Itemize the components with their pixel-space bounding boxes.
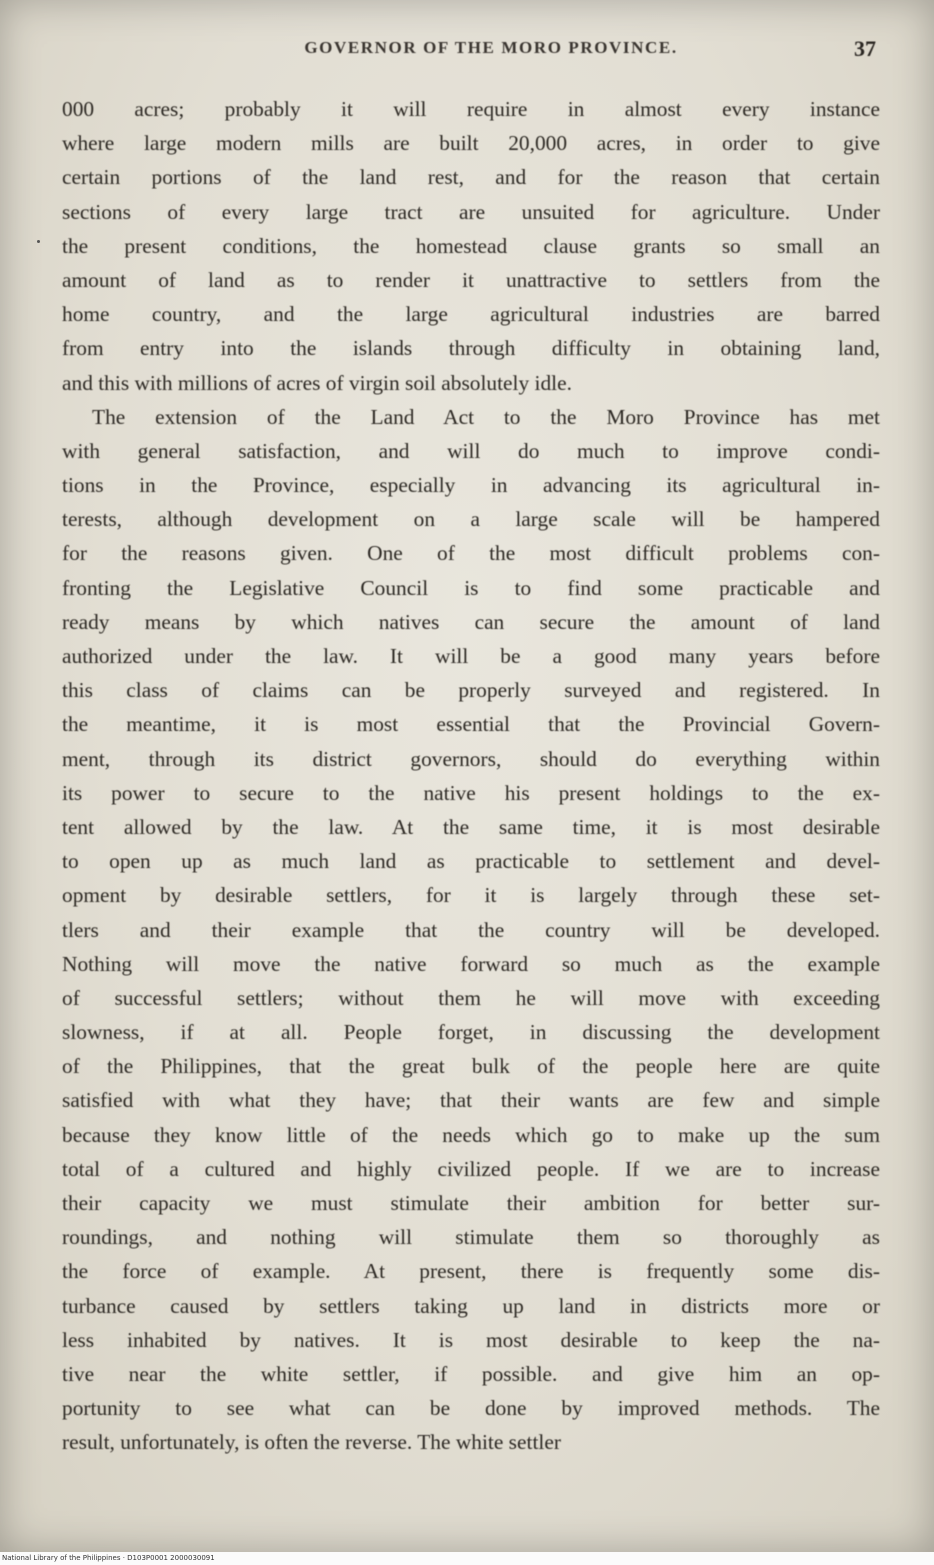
text-line: fronting the Legislative Council is to find some practicable and xyxy=(62,575,880,600)
text-line: 000 acres; probably it will require in almost every instance xyxy=(62,97,880,121)
page-header xyxy=(60,36,882,70)
text-line: roundings, and nothing will stimulate them so thoroughly as xyxy=(62,1225,880,1250)
text-line: the force of example. At present, there is frequently some dis- xyxy=(62,1259,880,1284)
footer-bar xyxy=(0,1552,934,1565)
scan-speck xyxy=(37,240,40,243)
text-line: their capacity we must stimulate their ambition for better sur- xyxy=(62,1191,880,1215)
text-line: the present conditions, the homestead clause grants so small an xyxy=(62,233,880,258)
text-line: of successful settlers; without them he will move with exceeding xyxy=(62,985,880,1010)
text-line: tive near the white settler, if possible. and give him an op- xyxy=(62,1361,880,1386)
text-line: this class of claims can be properly surveyed and registered. In xyxy=(62,678,880,703)
text-line: sections of every large tract are unsuited for agriculture. Under xyxy=(62,199,880,224)
text-line: tions in the Province, especially in advancing its agricultural in- xyxy=(62,473,880,498)
text-line: terests, although development on a large scale will be hampered xyxy=(62,507,880,532)
text-line: opment by desirable settlers, for it is largely through these set- xyxy=(62,883,880,908)
text-line: Nothing will move the native forward so much as the example xyxy=(62,951,880,976)
text-line: from entry into the islands through difficulty in obtaining land, xyxy=(62,336,880,361)
text-line: with general satisfaction, and will do much to improve condi- xyxy=(62,438,880,463)
page-number: 37 xyxy=(854,36,876,61)
text-line: authorized under the law. It will be a good many years before xyxy=(62,644,880,668)
text-line: total of a cultured and highly civilized people. If we are to increase xyxy=(62,1156,880,1181)
text-line: portunity to see what can be done by improved methods. The xyxy=(62,1396,880,1421)
text-line: tent allowed by the law. At the same time, it is most desirable xyxy=(62,814,880,839)
text-line: home country, and the large agricultural industries are barred xyxy=(62,302,880,327)
text-line: the meantime, it is most essential that the Provincial Govern- xyxy=(62,712,880,737)
text-line: its power to secure to the native his present holdings to the ex- xyxy=(62,780,880,805)
body-text xyxy=(62,92,880,1460)
text-line: The extension of the Land Act to the Moro Province has met xyxy=(92,404,880,429)
text-line: ment, through its district governors, should do everything within xyxy=(62,746,880,771)
text-line: turbance caused by settlers taking up land in districts more or xyxy=(62,1293,880,1318)
text-line: result, unfortunately, is often the reverse. The white settler xyxy=(62,1430,561,1455)
text-line: satisfied with what they have; that their wants are few and simple xyxy=(62,1088,880,1113)
running-head: GOVERNOR OF THE MORO PROVINCE. xyxy=(304,38,678,57)
text-line: of the Philippines, that the great bulk of the people here are quite xyxy=(62,1054,880,1079)
text-line: tlers and their example that the country will be developed. xyxy=(62,917,880,942)
text-line: ready means by which natives can secure the amount of land xyxy=(62,609,880,634)
text-line: for the reasons given. One of the most difficult problems con- xyxy=(62,541,880,566)
text-line: amount of land as to render it unattractive to settlers from the xyxy=(62,267,880,292)
text-line: because they know little of the needs which go to make up the sum xyxy=(62,1122,880,1147)
text-line: and this with millions of acres of virgin soil absolutely idle. xyxy=(62,370,572,395)
text-line: certain portions of the land rest, and for the reason that certain xyxy=(62,165,880,190)
text-line: where large modern mills are built 20,000 acres, in order to give xyxy=(62,131,880,156)
text-line: to open up as much land as practicable to settlement and devel- xyxy=(62,849,880,874)
footer-credit: National Library of the Philippines · D103P0001 2000030091 xyxy=(2,1554,215,1562)
text-line: slowness, if at all. People forget, in discussing the development xyxy=(62,1020,880,1045)
text-line: less inhabited by natives. It is most desirable to keep the na- xyxy=(62,1327,880,1352)
